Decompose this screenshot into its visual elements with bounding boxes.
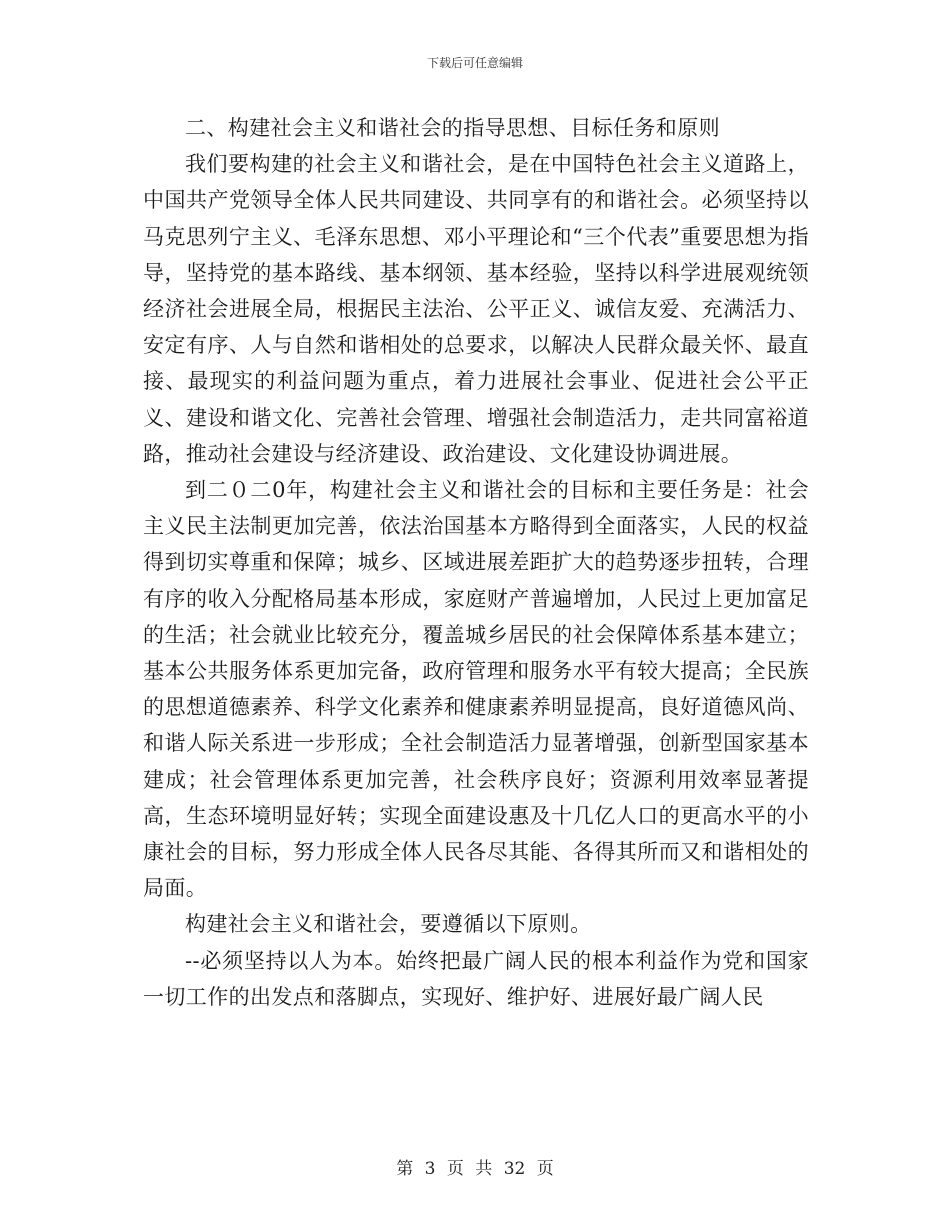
page-number: 第 3 页 共 32 页 xyxy=(396,1159,554,1179)
paragraph: 到二０二0年，构建社会主义和谐社会的目标和主要任务是：社会主义民主法制更加完善，依法治国基本方略得到全面落实，人民的权益得到切实尊重和保障；城乡、区域进展差距扩大的趋势逐步扭转，合理有序的收入分配格局基本形成，家庭财产普遍增加，人民过上更加富足的生活；社会就业比较充分，覆盖城乡居民的社会保障体系基本建立；基本公共服务体系更加完备，政府管理和服务水平有较大提高；全民族的思想道德素养、科学文化素养和健康素养明显提高，良好道德风尚、和谐人际关系进一步形成；全社会制造活力显著增强，创新型国家基本建成；社会管理体系更加完善，社会秩序良好；资源利用效率显著提高，生态环境明显好转；实现全面建设惠及十几亿人口的更高水平的小康社会的目标，努力形成全体人民各尽其能、各得其所而又和谐相处的局面。 xyxy=(143,478,809,901)
paragraph: 我们要构建的社会主义和谐社会，是在中国特色社会主义道路上，中国共产党领导全体人民共同建设、共同享有的和谐社会。必须坚持以马克思列宁主义、毛泽东思想、邓小平理论和“三个代表”重要思想为指导，坚持党的基本路线、基本纲领、基本经验，坚持以科学进展观统领经济社会进展全局，根据民主法治、公平正义、诚信友爱、充满活力、安定有序、人与自然和谐相处的总要求，以解决人民群众最关怀、最直接、最现实的利益问题为重点，着力进展社会事业、促进社会公平正义、建设和谐文化、完善社会管理、增强社会制造活力，走共同富裕道路，推动社会建设与经济建设、政治建设、文化建设协调进展。 xyxy=(143,152,809,466)
page-header: 下载后可任意编辑 xyxy=(426,56,523,70)
paragraph: 构建社会主义和谐社会，要遵循以下原则。 xyxy=(185,912,592,937)
section-heading: 二、构建社会主义和谐社会的指导思想、目标任务和原则 xyxy=(185,116,720,140)
paragraph: --必须坚持以人为本。始终把最广阔人民的根本利益作为党和国家一切工作的出发点和落脚点，实现好、维护好、进展好最广阔人民 xyxy=(143,948,809,1009)
document-body xyxy=(143,110,809,1015)
